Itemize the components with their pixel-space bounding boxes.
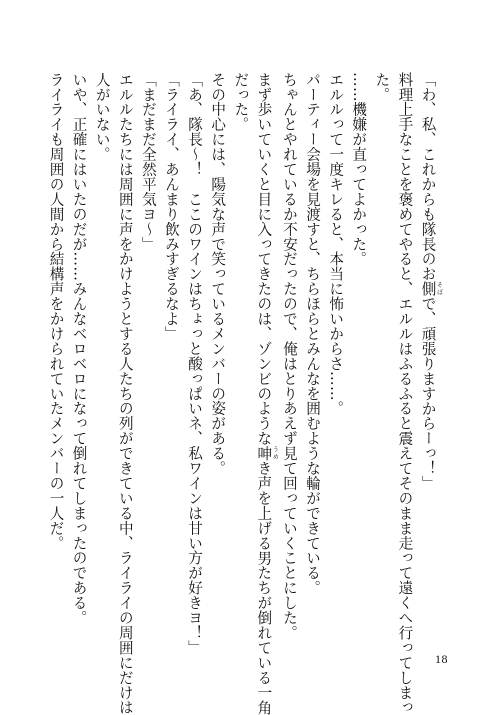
text-line: た。 (373, 72, 391, 102)
text-line: いや、正確にはいたのだが……みんなベロベロになって倒れてしまったのである。 (70, 72, 88, 626)
text-line: エルルたちには周囲に声をかけようとする人たちの列ができている中、ライライの周囲にだけは (116, 72, 134, 715)
text-line: 「あ、隊長～！ ここのワインはちょっと酸っぱいネ、私ワインは甘い方が好きヨ！」 (186, 72, 204, 656)
text-line: その中心には、陽気な声で笑っているメンバーの姿がある。 (209, 72, 227, 476)
text-line: 「ライライ、あんまり飲みすぎるなよ」 (162, 72, 180, 342)
page-number: 18 (435, 652, 448, 666)
text-line: 「まだまだ全然平気ヨ～」 (139, 72, 157, 252)
text-line: 「わ、私、これからも隊長のお側 そばで、頑張りますからーっ！」 (419, 72, 443, 491)
text-line: 料理上手なことを褒めてやると、エルルはふるふると震えてそのまま走って遠くへ行ってしまっ (396, 72, 414, 715)
text-line: ちゃんとやれているか不安だったので、俺はとりあえず見て回っていくことにした。 (280, 72, 298, 641)
text-line: エルルって一度キレると、本当に怖いからさ……。 (327, 72, 345, 416)
ruby-annotation: 呻 うめ (255, 445, 279, 461)
text-line: ……機嫌が直ってよかった。 (350, 72, 368, 267)
text-line: まず歩いていくと目に入ってきたのは、ゾンビのような呻 うめき声を上げる男たちが倒れている一角 (255, 72, 279, 715)
text-line: ライライも周囲の人間から結構声をかけられていたメンバーの一人だ。 (47, 72, 65, 551)
text-line: だった。 (232, 72, 250, 132)
ruby-annotation: 側 そば (419, 281, 443, 297)
text-line: パーティー会場を見渡すと、ちらほらとみんなを囲むような輪ができている。 (304, 72, 322, 596)
text-line: 人がいない。 (93, 72, 111, 162)
